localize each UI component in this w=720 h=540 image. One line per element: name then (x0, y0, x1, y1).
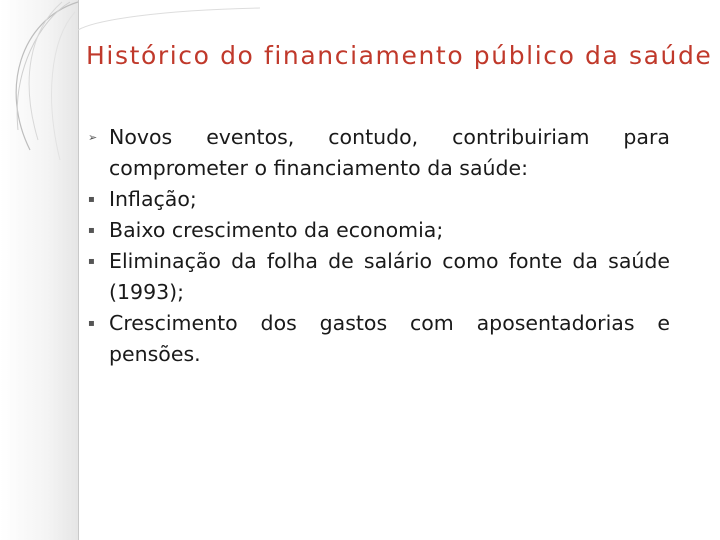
list-item-text: Baixo crescimento da economia; (109, 218, 444, 242)
square-bullet-icon: ▪ (88, 318, 95, 329)
list-item-text: Crescimento dos gastos com aposentadorias e pensões. (109, 311, 670, 366)
square-bullet-icon: ▪ (88, 194, 95, 205)
list-item (88, 246, 670, 308)
bullet-list (88, 122, 670, 370)
arrow-bullet-icon: ➢ (88, 131, 98, 144)
square-bullet-icon: ▪ (88, 225, 95, 236)
list-item-text: Novos eventos, contudo, contribuiriam para comprometer o financiamento da saúde: (109, 125, 670, 180)
list-item (88, 308, 670, 370)
square-bullet-icon: ▪ (88, 256, 95, 267)
list-item (88, 215, 670, 246)
list-item (88, 184, 670, 215)
list-item-text: Eliminação da folha de salário como fonte da saúde (1993); (109, 249, 670, 304)
list-item-text: Inflação; (109, 187, 197, 211)
slide-title: Histórico do financiamento público da saúde (86, 41, 713, 70)
list-item (88, 122, 670, 184)
